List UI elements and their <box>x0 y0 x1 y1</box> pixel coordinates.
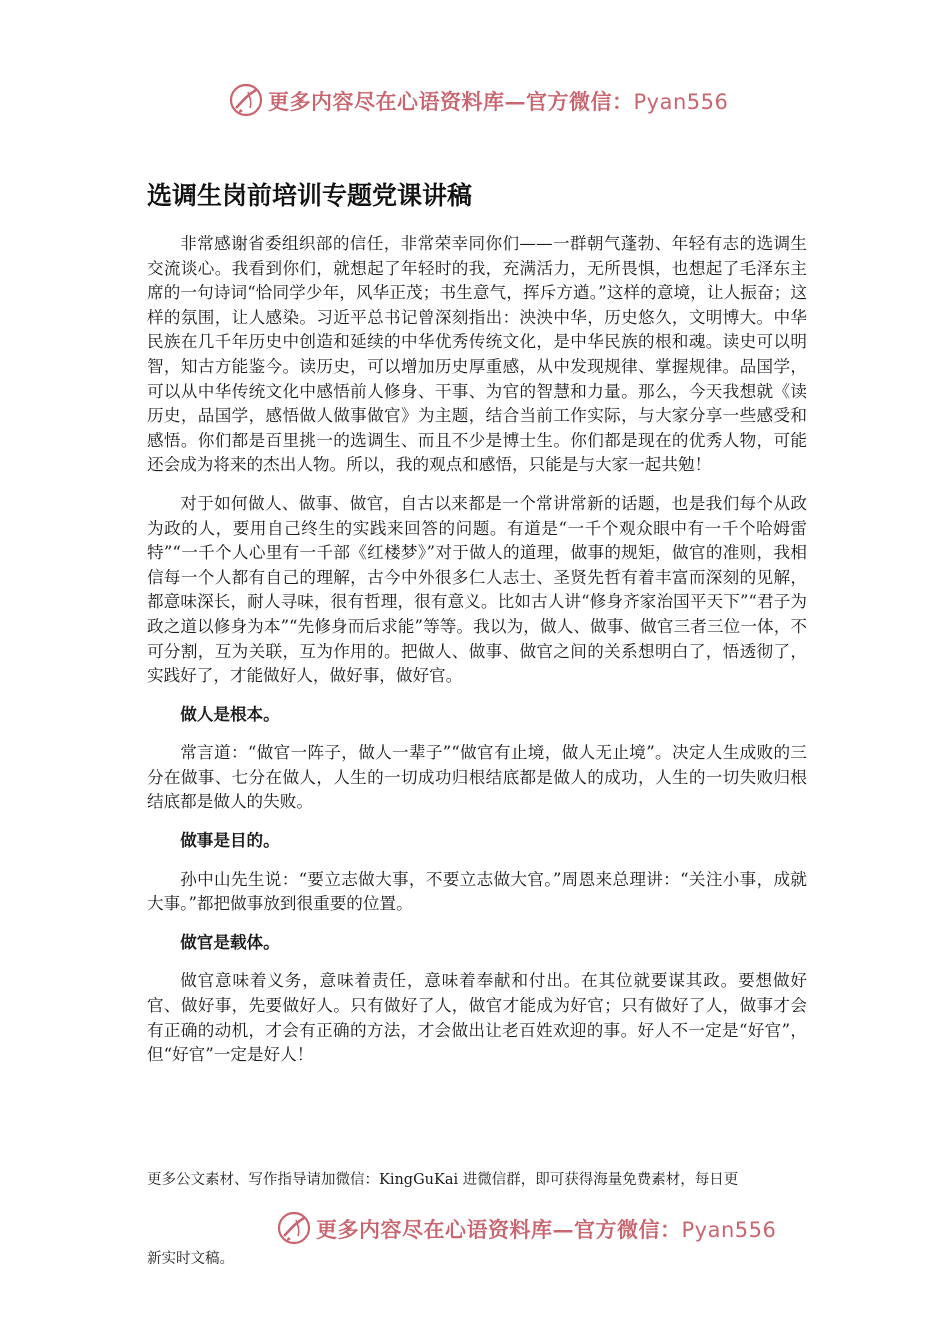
banner-wechat-id: Pyan556 <box>633 90 729 114</box>
section-heading: 做事是目的。 <box>180 831 280 851</box>
paragraph: 做官意味着义务，意味着责任，意味着奉献和付出。在其位就要谋其政。要想做好官、做好事，先要做好人。只有做好了人，做官才能成为好官；只有做好了人，做事才会有正确的动机，才会有正确的方法，才会做出让老百姓欢迎的事。好人不一定是“好官”，但“好官”一定是好人！ <box>147 971 807 1065</box>
paragraph: 对于如何做人、做事、做官，自古以来都是一个常讲常新的话题，也是我们每个从政为政的人，要用自己终生的实践来回答的问题。有道是“一千个观众眼中有一千个哈姆雷特”“一千个人心里有一千部《红楼梦》”对于做人的道理，做事的规矩，做官的准则，我相信每一个人都有自己的理解，古今中外很多仁人志士、圣贤先哲有着丰富而深刻的见解，都意味深长，耐人寻味，很有哲理，很有意义。比如古人讲“修身齐家治国平天下”“君子为政之道以修身为本”“先修身而后求能”等等。我以为，做人、做事、做官三者三位一体，不可分割，互为关联，互为作用的。把做人、做事、做官之间的关系想明白了，悟透彻了，实践好了，才能做好人，做好事，做好官。 <box>147 493 807 686</box>
header-banner <box>0 80 950 120</box>
paragraph: 常言道：“做官一阵子，做人一辈子”“做官有止境，做人无止境”。决定人生成败的三分在做事、七分在做人，人生的一切成功归根结底都是做人的成功，人生的一切失败归根结底都是做人的失败。 <box>147 743 807 812</box>
logo-icon <box>228 82 264 118</box>
banner-wechat-id: Pyan556 <box>681 1218 777 1242</box>
paragraph: 孙中山先生说：“要立志做大事，不要立志做大官。”周恩来总理讲：“关注小事，成就大事。”都把做事放到很重要的位置。 <box>147 869 807 914</box>
article-body <box>147 232 807 1082</box>
footer-note-continued: 新实时文稿。 <box>147 1251 234 1267</box>
footer-banner <box>0 1208 950 1248</box>
paragraph: 非常感谢省委组织部的信任，非常荣幸同你们——一群朝气蓬勃、年轻有志的选调生交流谈心。我看到你们，就想起了年轻时的我，充满活力，无所畏惧，也想起了毛泽东主席的一句诗词“恰同学少年，风华正茂；书生意气，挥斥方遒。”这样的意境，让人振奋；这样的氛围，让人感染。习近平总书记曾深刻指出：泱泱中华，历史悠久，文明博大。中华民族在几千年历史中创造和延续的中华优秀传统文化，是中华民族的根和魂。读史可以明智，知古方能鉴今。读历史，可以增加历史厚重感，从中发现规律、掌握规律。品国学，可以从中华传统文化中感悟前人修身、干事、为官的智慧和力量。那么，今天我想就《读历史，品国学，感悟做人做事做官》为主题，结合当前工作实际，与大家分享一些感受和感悟。你们都是百里挑一的选调生、而且不少是博士生。你们都是现在的优秀人物，可能还会成为将来的杰出人物。所以，我的观点和感悟，只能是与大家一起共勉！ <box>147 234 807 475</box>
section-heading: 做官是载体。 <box>180 932 280 952</box>
footer-note: 更多公文素材、写作指导请加微信：KingGuKai 进微信群，即可获得海量免费素材，每日更 <box>147 1172 739 1188</box>
banner-text: 更多内容尽在心语资料库—官方微信：Pyan556 <box>316 1217 777 1242</box>
banner-text: 更多内容尽在心语资料库—官方微信：Pyan556 <box>268 89 729 114</box>
logo-icon <box>276 1210 312 1246</box>
section-heading: 做人是根本。 <box>180 704 280 724</box>
page-title: 选调生岗前培训专题党课讲稿 <box>147 181 473 210</box>
